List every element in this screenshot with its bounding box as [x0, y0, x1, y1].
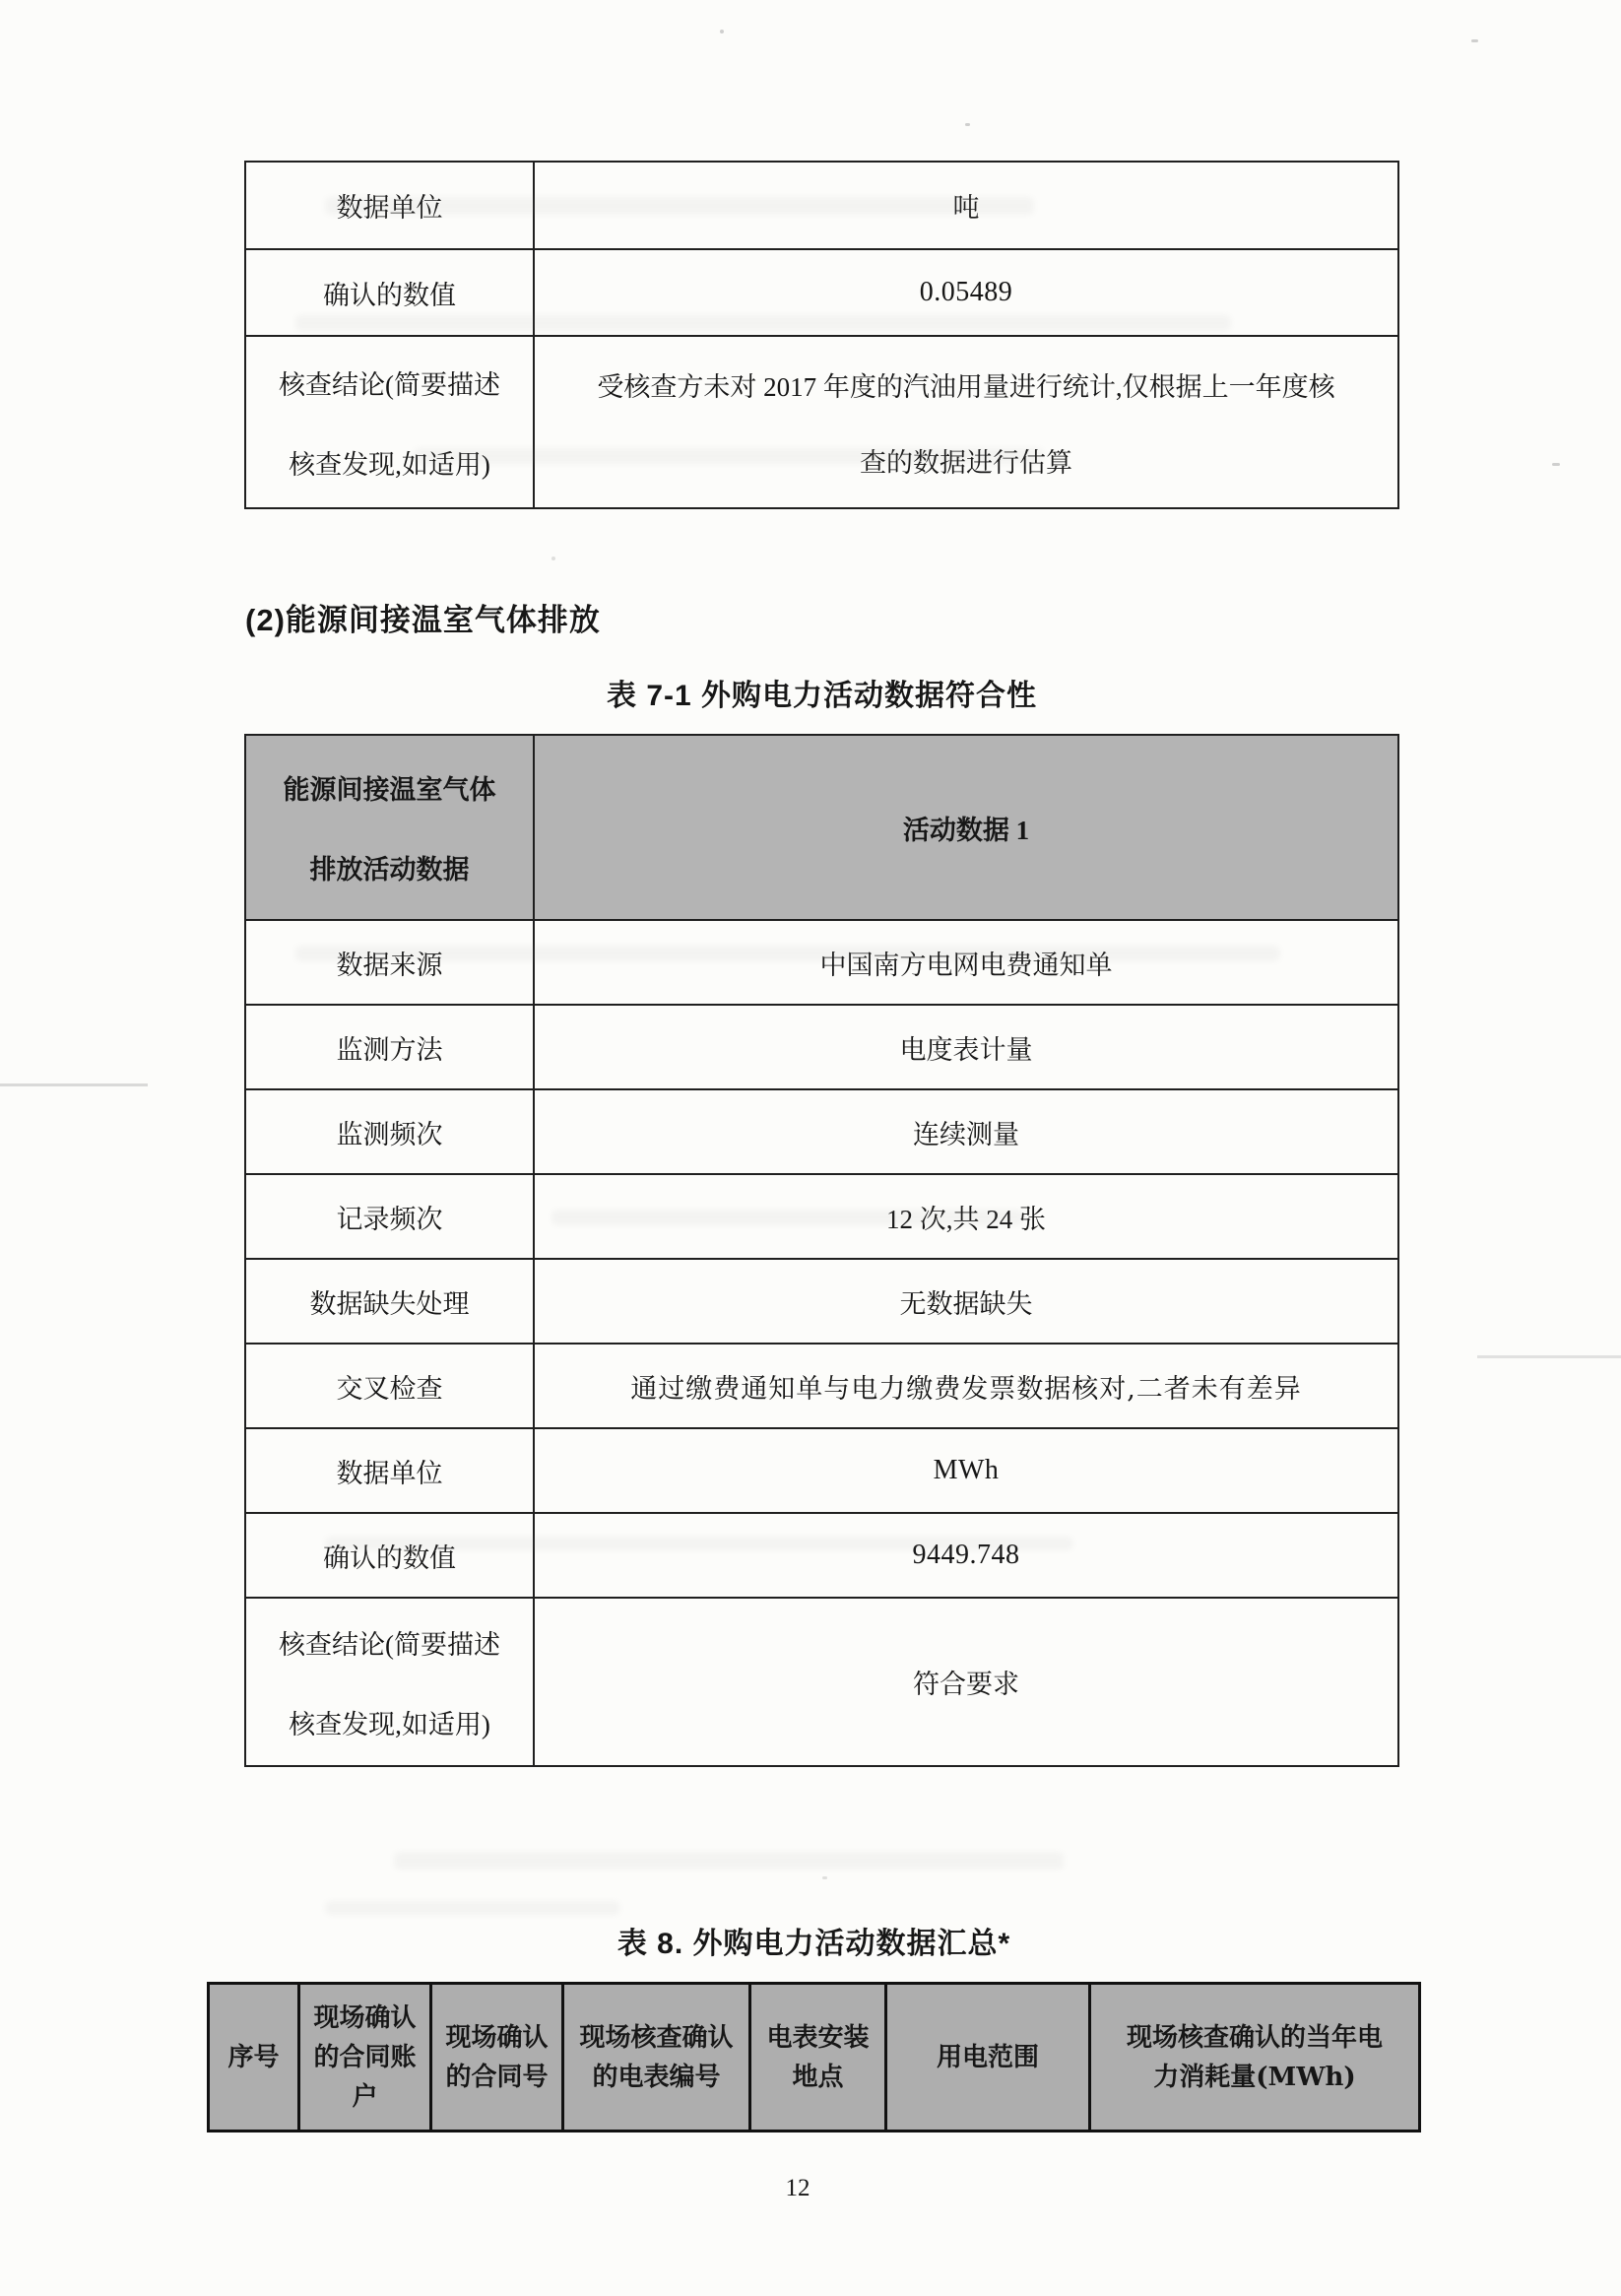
- header-usage-scope: 用电范围: [887, 1985, 1091, 2130]
- row-value: MWh: [933, 1455, 1000, 1485]
- table-7-1-title: 表 7-1 外购电力活动数据符合性: [606, 680, 1038, 712]
- table-row: [246, 1427, 1397, 1512]
- row-label: 监测方法: [246, 1006, 535, 1088]
- table-row: [246, 1004, 1397, 1088]
- scan-artifact: [1552, 463, 1560, 466]
- header-seq: 序号: [210, 1985, 300, 2130]
- row-value: 中国南方电网电费通知单: [819, 950, 1113, 980]
- row-label: 确认的数值: [246, 1514, 535, 1597]
- row-label: 数据缺失处理: [246, 1260, 535, 1343]
- gasoline-data-table: [244, 161, 1399, 509]
- table-row: [246, 248, 1397, 335]
- row-label: 数据来源: [246, 921, 535, 1004]
- table-8-title: 表 8. 外购电力活动数据汇总*: [616, 1928, 1011, 1960]
- row-value: 无数据缺失: [899, 1288, 1033, 1319]
- row-value: 通过缴费通知单与电力缴费发票数据核对,二者未有差异: [630, 1373, 1302, 1405]
- table-row: [246, 919, 1397, 1004]
- table-row: [246, 1173, 1397, 1258]
- header-col1: [246, 736, 535, 919]
- header-annual-consumption: 现场核查确认的当年电力消耗量(MWh): [1126, 2022, 1383, 2092]
- row-label: [246, 337, 535, 507]
- row-value: 9449.748: [912, 1540, 1020, 1570]
- header-col2: 活动数据 1: [902, 815, 1030, 845]
- row-label: 数据单位: [246, 163, 535, 248]
- row-value: 12 次,共 24 张: [886, 1204, 1046, 1234]
- header-contract-no: 现场确认的合同号: [432, 1985, 564, 2130]
- value-line: 查的数据进行估算: [860, 447, 1072, 478]
- row-value: 电度表计量: [899, 1034, 1033, 1065]
- scan-artifact: [551, 557, 555, 560]
- table-row: [246, 163, 1397, 248]
- row-label: 确认的数值: [246, 250, 535, 335]
- row-value: 连续测量: [913, 1119, 1019, 1149]
- row-label: 交叉检查: [246, 1345, 535, 1427]
- table-row: [246, 1597, 1397, 1765]
- table-row: [246, 1512, 1397, 1597]
- row-label: 数据单位: [246, 1429, 535, 1512]
- header-meter-no: 现场核查确认的电表编号: [564, 1985, 751, 2130]
- label-line: 核查结论(简要描述: [279, 1629, 500, 1660]
- header-line: 排放活动数据: [309, 855, 470, 885]
- row-label: 记录频次: [246, 1175, 535, 1258]
- row-value: 吨: [952, 193, 980, 223]
- table-row: [246, 1258, 1397, 1343]
- table-row: [246, 335, 1397, 507]
- label-line: 核查结论(简要描述: [279, 369, 500, 400]
- table-header-row: [246, 736, 1397, 919]
- scan-artifact: [1471, 39, 1478, 42]
- header-line: 能源间接温室气体: [283, 775, 496, 805]
- scan-artifact: [0, 1083, 148, 1086]
- scan-artifact: [1477, 1355, 1621, 1358]
- row-value: [535, 337, 1397, 507]
- page-number: 12: [785, 2175, 810, 2201]
- row-value: 0.05489: [919, 277, 1013, 307]
- table-row: [246, 1343, 1397, 1427]
- header-contract-account: 现场确认的合同账户: [300, 1985, 432, 2130]
- scan-artifact: [394, 1852, 1064, 1870]
- label-line: 核查发现,如适用): [289, 1709, 490, 1739]
- scan-artifact: [965, 123, 970, 126]
- value-line: 受核查方未对 2017 年度的汽油用量进行统计,仅根据上一年度核: [597, 371, 1335, 402]
- section-heading: (2)能源间接温室气体排放: [245, 603, 601, 637]
- table-row: [246, 1088, 1397, 1173]
- row-label: 监测频次: [246, 1090, 535, 1173]
- row-label: [246, 1599, 535, 1765]
- row-value: 符合要求: [913, 1670, 1019, 1699]
- scan-artifact: [325, 1901, 620, 1915]
- scan-artifact: [720, 30, 724, 33]
- label-line: 核查发现,如适用): [289, 449, 490, 480]
- electricity-data-table: [244, 734, 1399, 1767]
- header-meter-location: 电表安装地点: [751, 1985, 887, 2130]
- scan-artifact: [822, 1876, 827, 1879]
- electricity-summary-table: [207, 1982, 1421, 2132]
